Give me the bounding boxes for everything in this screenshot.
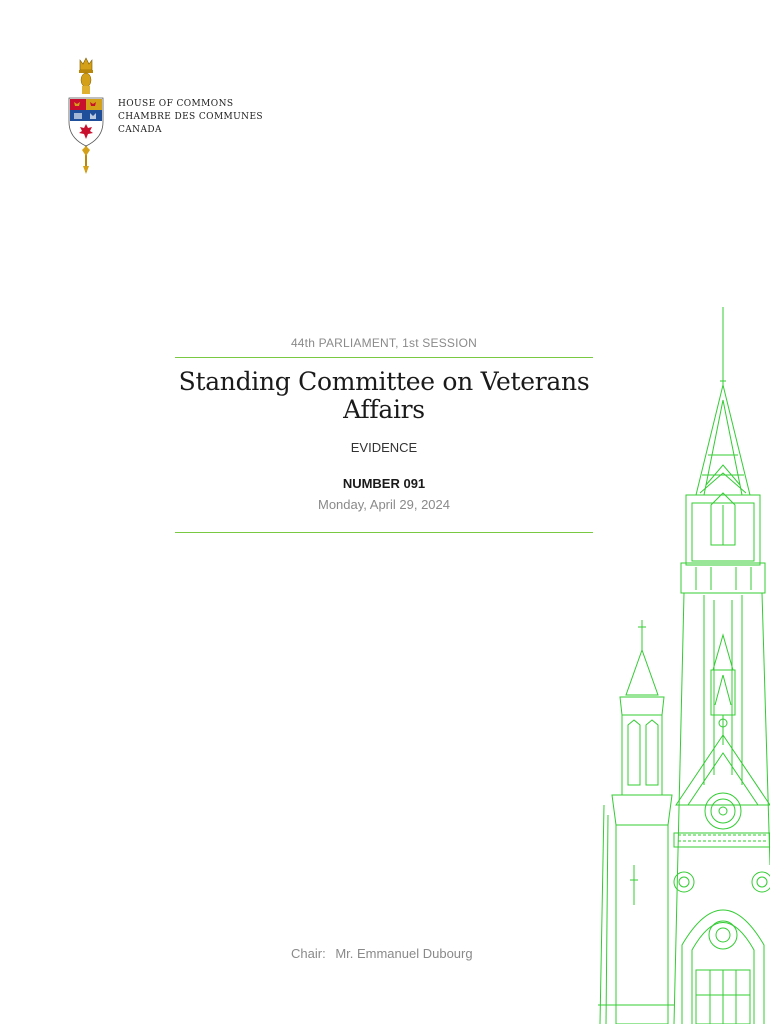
parliament-session: 44th PARLIAMENT, 1st SESSION [290,336,478,350]
chair-line [291,946,473,961]
committee-title: Standing Committee on Veterans Affairs [178,367,590,424]
meeting-date: Monday, April 29, 2024 [317,497,450,512]
house-line-2: CHAMBRE DES COMMUNES [118,112,263,122]
coat-of-arms-icon [66,56,106,176]
document-type: EVIDENCE [350,440,418,455]
chair-name: Mr. Emmanuel Dubourg [335,946,473,961]
top-divider [175,357,593,358]
bottom-divider [175,532,593,533]
chair-label: Chair: [291,946,326,961]
house-of-commons-wordmark [118,98,263,137]
house-line-3: CANADA [118,125,162,135]
peace-tower-illustration [596,305,770,1024]
house-line-1: HOUSE OF COMMONS [118,99,234,109]
meeting-number: NUMBER 091 [342,476,426,491]
